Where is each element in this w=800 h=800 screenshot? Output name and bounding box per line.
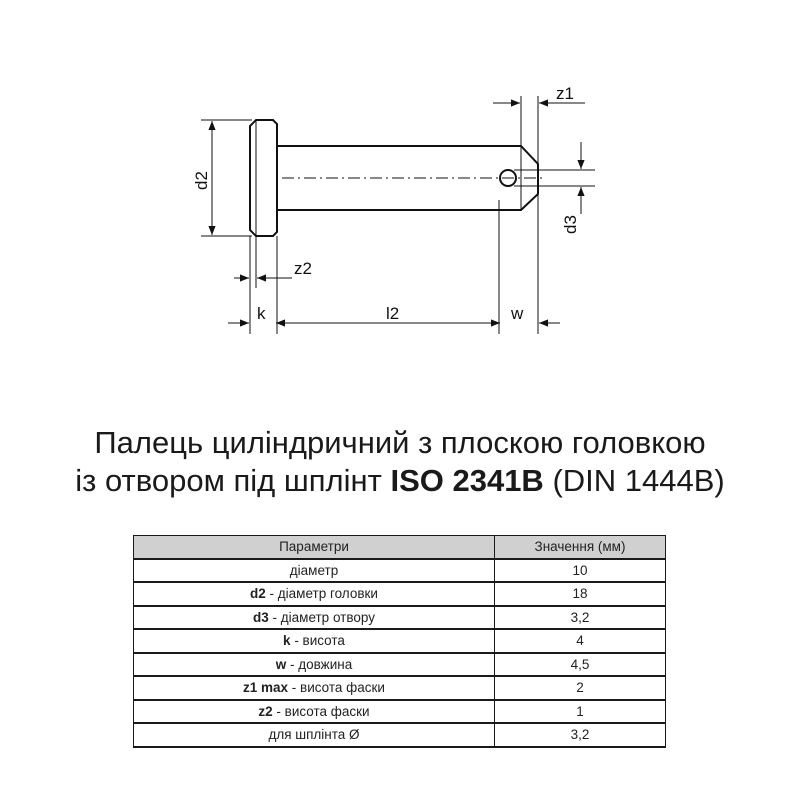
label-w: w [511, 304, 524, 323]
label-d3: d3 [561, 215, 580, 234]
page-title-line2: із отвором під шплінт ISO 2341B (DIN 1444B) [75, 463, 725, 498]
table-header-row [134, 536, 666, 559]
dimension-lines [201, 96, 595, 334]
table-row: d3 - діаметр отвору 3,2 [134, 606, 666, 630]
label-k: k [257, 304, 266, 323]
header-values: Значення (мм) [495, 536, 666, 559]
table-row: діаметр 10 [134, 559, 666, 583]
standard-code: ISO 2341B [390, 463, 544, 498]
label-l2: l2 [386, 304, 400, 323]
label-d2: d2 [192, 171, 211, 190]
table-row: для шплінта Ø 3,2 [134, 723, 666, 747]
table-row: w - довжина 4,5 [134, 653, 666, 677]
table-row: z1 max - висота фаски 2 [134, 676, 666, 700]
table-row: k - висота 4 [134, 629, 666, 653]
table-row: d2 - діаметр головки 18 [134, 582, 666, 606]
label-z1: z1 [556, 84, 574, 103]
page-title-line1: Палець циліндричний з плоскою головкою [94, 425, 706, 460]
header-parameters: Параметри [134, 536, 495, 559]
parameters-table [133, 535, 666, 748]
label-z2: z2 [294, 259, 312, 278]
table-row: z2 - висота фаски 1 [134, 700, 666, 724]
